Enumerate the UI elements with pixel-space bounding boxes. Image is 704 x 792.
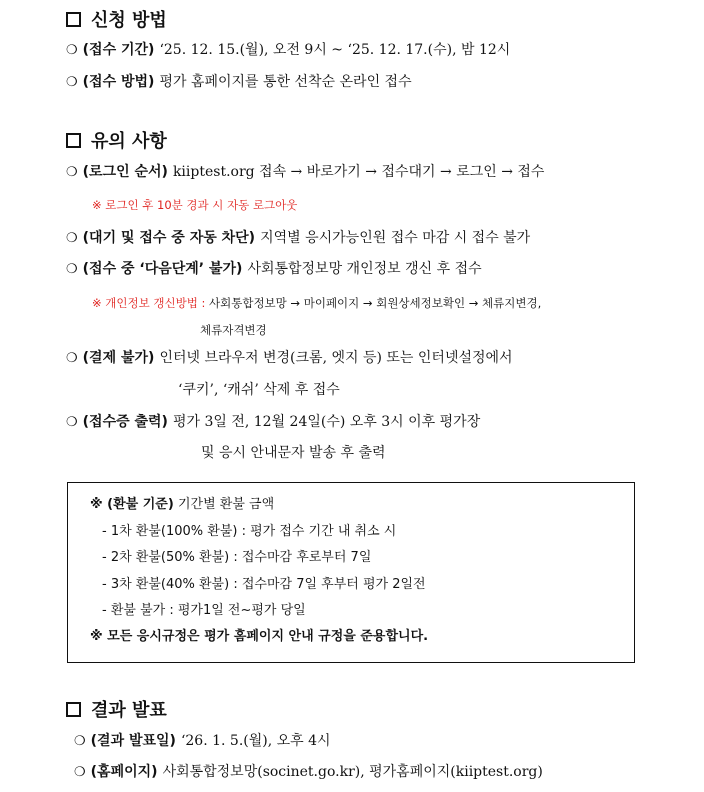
item-text: ‘26. 1. 5.(월), 오후 4시: [180, 733, 331, 749]
login-note: [92, 197, 297, 213]
item-label: (접수 중 ‘다음단계’ 불가): [82, 261, 243, 277]
item-text: 지역별 응시가능인원 접수 마감 시 접수 불가: [260, 230, 531, 246]
item-text: 사회통합정보망(socinet.go.kr), 평가홈페이지(kiiptest.org): [162, 764, 543, 780]
hollow-circle-bullet-icon: ❍: [66, 43, 78, 58]
refund-heading: [90, 496, 274, 514]
refund-heading-label: ※ (환불 기준): [90, 497, 174, 512]
hollow-circle-bullet-icon: ❍: [66, 262, 78, 277]
section-result-heading: [66, 696, 167, 722]
print-item: [66, 412, 480, 433]
refund-line: - 2차 환불(50% 환불) : 접수마감 후로부터 7일: [102, 550, 372, 565]
item-label: (로그인 순서): [82, 164, 168, 180]
item-text: 평가 홈페이지를 통한 선착순 온라인 접수: [159, 74, 412, 90]
refund-footer-text: ※ 모든 응시규정은 평가 홈페이지 안내 규정을 준용합니다.: [90, 629, 429, 644]
item-label: (홈페이지): [90, 764, 158, 780]
note-text: 사회통합정보망 → 마이페이지 → 회원상세정보확인 → 체류지변경,: [209, 296, 542, 310]
hollow-circle-bullet-icon: ❍: [74, 734, 86, 749]
hollow-circle-bullet-icon: ❍: [74, 765, 86, 780]
result-date-item: [74, 731, 331, 752]
hollow-circle-bullet-icon: ❍: [66, 351, 78, 366]
info-update-note-cont: [200, 322, 267, 338]
item-label: (결과 발표일): [90, 733, 176, 749]
refund-footer: [90, 628, 428, 646]
result-homepage-item: [74, 762, 543, 783]
info-update-note: [92, 295, 541, 311]
refund-line: - 환불 불가 : 평가1일 전~평가 당일: [102, 603, 306, 618]
payment-item-cont: ‘쿠키’, ‘캐쉬’ 삭제 후 접수: [178, 382, 340, 398]
note-text: 체류자격변경: [200, 323, 267, 337]
note-label: ※ 개인정보 갱신방법 :: [92, 296, 206, 310]
refund-line: - 3차 환불(40% 환불) : 접수마감 7일 후부터 평가 2일전: [102, 577, 426, 592]
item-text: 인터넷 브라우저 변경(크롬, 엣지 등) 또는 인터넷설정에서: [159, 350, 513, 366]
section-title: 신청 방법: [91, 10, 167, 31]
item-label: (결제 불가): [82, 350, 155, 366]
refund-box: [67, 482, 635, 663]
print-item-cont: 및 응시 안내문자 발송 후 출력: [201, 445, 386, 461]
square-outline-icon: [66, 702, 81, 717]
hollow-circle-bullet-icon: ❍: [66, 231, 78, 246]
square-outline-icon: [66, 133, 81, 148]
hollow-circle-bullet-icon: ❍: [66, 75, 78, 90]
item-label: (접수 방법): [82, 74, 155, 90]
refund-line: - 1차 환불(100% 환불) : 평가 접수 기간 내 취소 시: [102, 524, 397, 539]
apply-period-item: [66, 40, 510, 61]
next-step-item: [66, 259, 482, 280]
login-order-item: [66, 162, 544, 183]
section-notes-heading: [66, 127, 167, 153]
auto-block-item: [66, 228, 530, 249]
item-label: (대기 및 접수 중 자동 차단): [82, 230, 256, 246]
item-label: (접수증 출력): [82, 414, 168, 430]
section-title: 유의 사항: [91, 131, 167, 152]
hollow-circle-bullet-icon: ❍: [66, 165, 78, 180]
section-title: 결과 발표: [91, 700, 167, 721]
note-text: ※ 로그인 후 10분 경과 시 자동 로그아웃: [92, 198, 298, 212]
item-text: kiiptest.org 접속 → 바로가기 → 접수대기 → 로그인 → 접수: [172, 164, 545, 180]
apply-method-item: [66, 72, 412, 93]
item-text: 평가 3일 전, 12월 24일(수) 오후 3시 이후 평가장: [172, 414, 481, 430]
payment-item: [66, 348, 513, 369]
refund-heading-text: 기간별 환불 금액: [177, 497, 275, 512]
section-apply-heading: [66, 6, 167, 32]
item-text: ‘25. 12. 15.(월), 오전 9시 ~ ‘25. 12. 17.(수), 밤 12시: [159, 42, 511, 58]
item-text: 사회통합정보망 개인정보 갱신 후 접수: [247, 261, 482, 277]
hollow-circle-bullet-icon: ❍: [66, 415, 78, 430]
item-label: (접수 기간): [82, 42, 155, 58]
square-outline-icon: [66, 12, 81, 27]
